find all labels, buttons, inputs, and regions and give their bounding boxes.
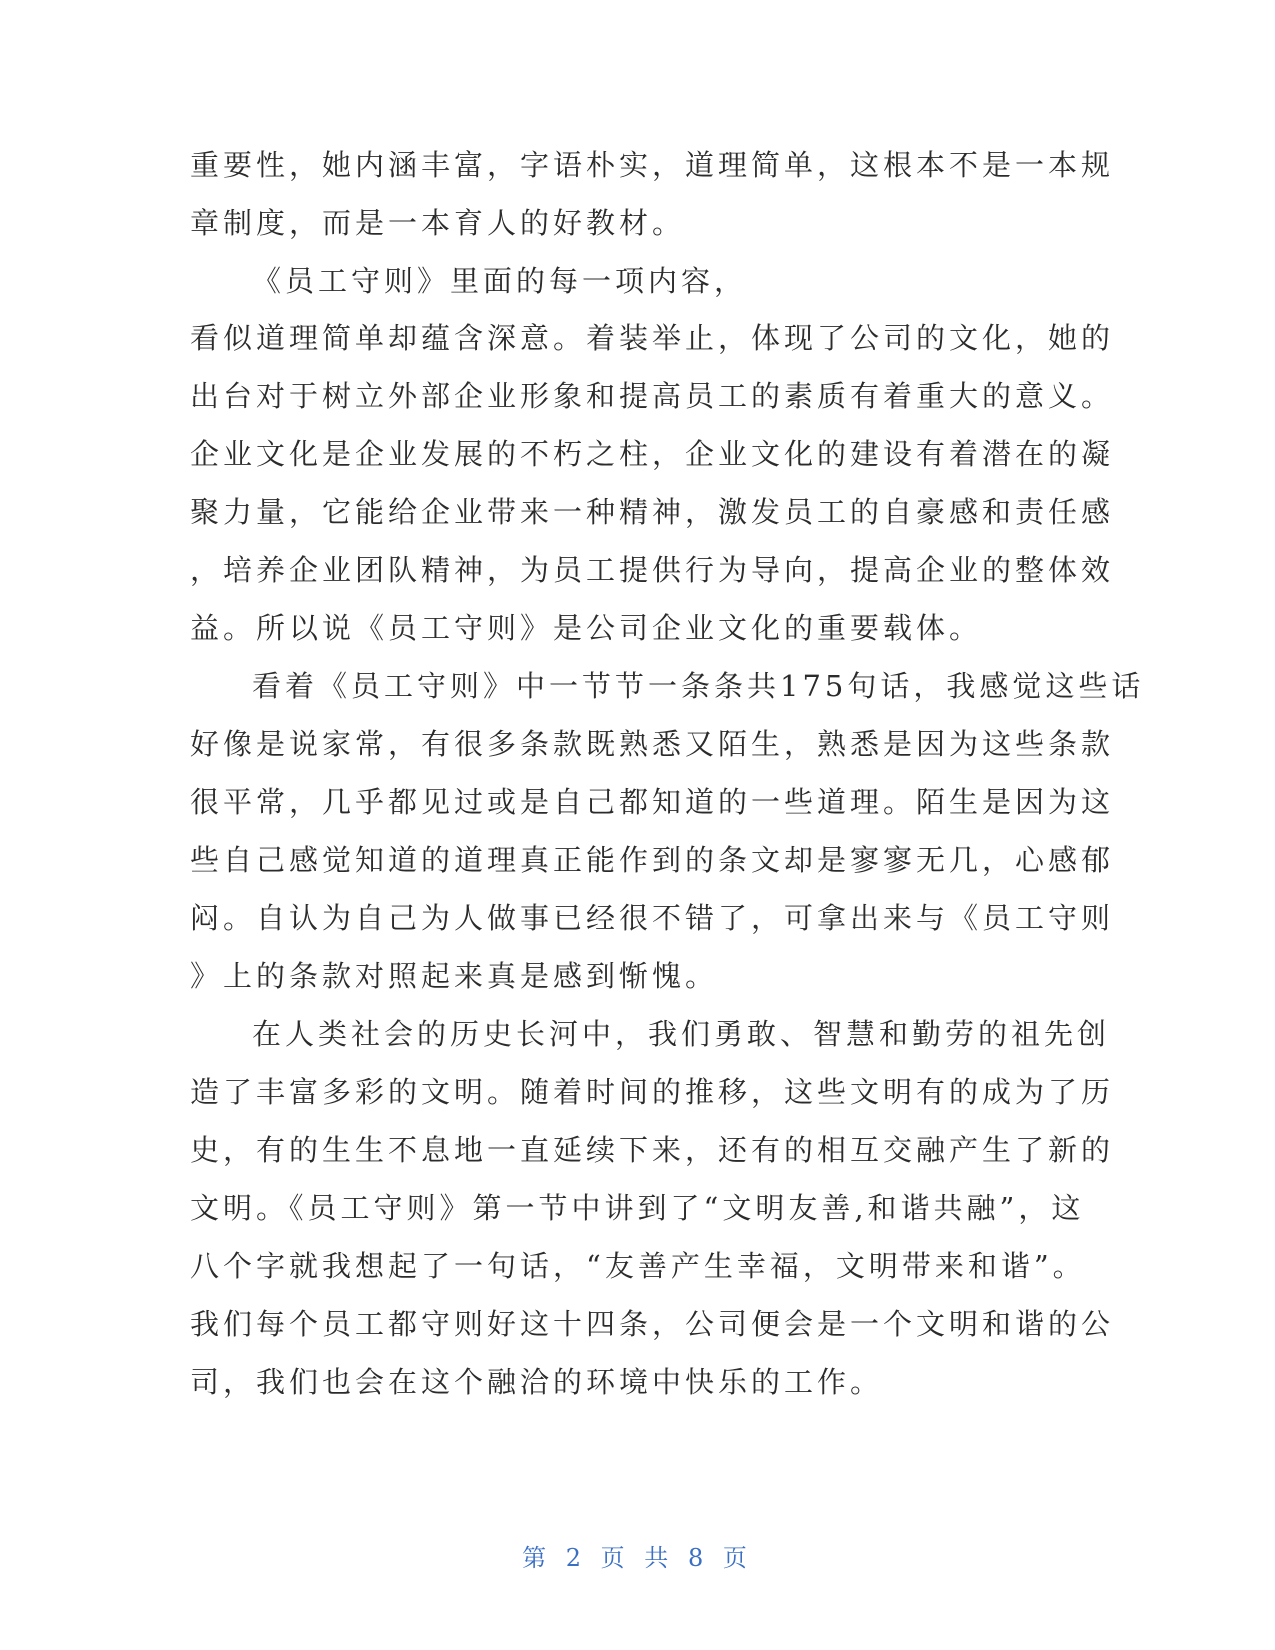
text-line: 》上的条款对照起来真是感到惭愧。 bbox=[190, 959, 719, 993]
page-number-footer: 第 2 页 共 8 页 bbox=[522, 1544, 753, 1572]
text-line: 造了丰富多彩的文明。随着时间的推移，这些文明有的成为了历 bbox=[190, 1075, 1115, 1109]
text-line: 出台对于树立外部企业形象和提高员工的素质有着重大的意义。 bbox=[190, 379, 1115, 413]
text-line: 企业文化是企业发展的不朽之柱，企业文化的建设有着潜在的凝 bbox=[190, 437, 1115, 471]
text-line: 好像是说家常，有很多条款既熟悉又陌生，熟悉是因为这些条款 bbox=[190, 727, 1115, 761]
text-line: 史，有的生生不息地一直延续下来，还有的相互交融产生了新的 bbox=[190, 1133, 1115, 1167]
text-line: 看似道理简单却蕴含深意。着装举止，体现了公司的文化，她的 bbox=[190, 321, 1115, 355]
text-line: 益。所以说《员工守则》是公司企业文化的重要载体。 bbox=[190, 611, 983, 645]
text-line: 我们每个员工都守则好这十四条，公司便会是一个文明和谐的公 bbox=[190, 1307, 1115, 1341]
text-line: 看着《员工守则》中一节节一条条共175句话，我感觉这些话 bbox=[252, 669, 1145, 703]
text-line: 章制度，而是一本育人的好教材。 bbox=[190, 206, 686, 240]
text-line: 很平常，几乎都见过或是自己都知道的一些道理。陌生是因为这 bbox=[190, 785, 1115, 819]
text-line: 司，我们也会在这个融洽的环境中快乐的工作。 bbox=[190, 1365, 884, 1399]
text-line: 重要性，她内涵丰富，字语朴实，道理简单，这根本不是一本规 bbox=[190, 148, 1115, 182]
text-line: ，培养企业团队精神，为员工提供行为导向，提高企业的整体效 bbox=[190, 553, 1115, 587]
text-line: 聚力量，它能给企业带来一种精神，激发员工的自豪感和责任感 bbox=[190, 495, 1115, 529]
text-line: 文明。《员工守则》第一节中讲到了“文明友善,和谐共融”，这 bbox=[190, 1191, 1085, 1225]
text-line: 些自己感觉知道的道理真正能作到的条文却是寥寥无几，心感郁 bbox=[190, 843, 1115, 877]
text-line: 闷。自认为自己为人做事已经很不错了，可拿出来与《员工守则 bbox=[190, 901, 1115, 935]
text-line: 在人类社会的历史长河中，我们勇敢、智慧和勤劳的祖先创 bbox=[252, 1017, 1111, 1051]
text-line: 八个字就我想起了一句话，“友善产生幸福，文明带来和谐”。 bbox=[190, 1249, 1086, 1283]
text-line: 《员工守则》里面的每一项内容， bbox=[252, 264, 748, 298]
